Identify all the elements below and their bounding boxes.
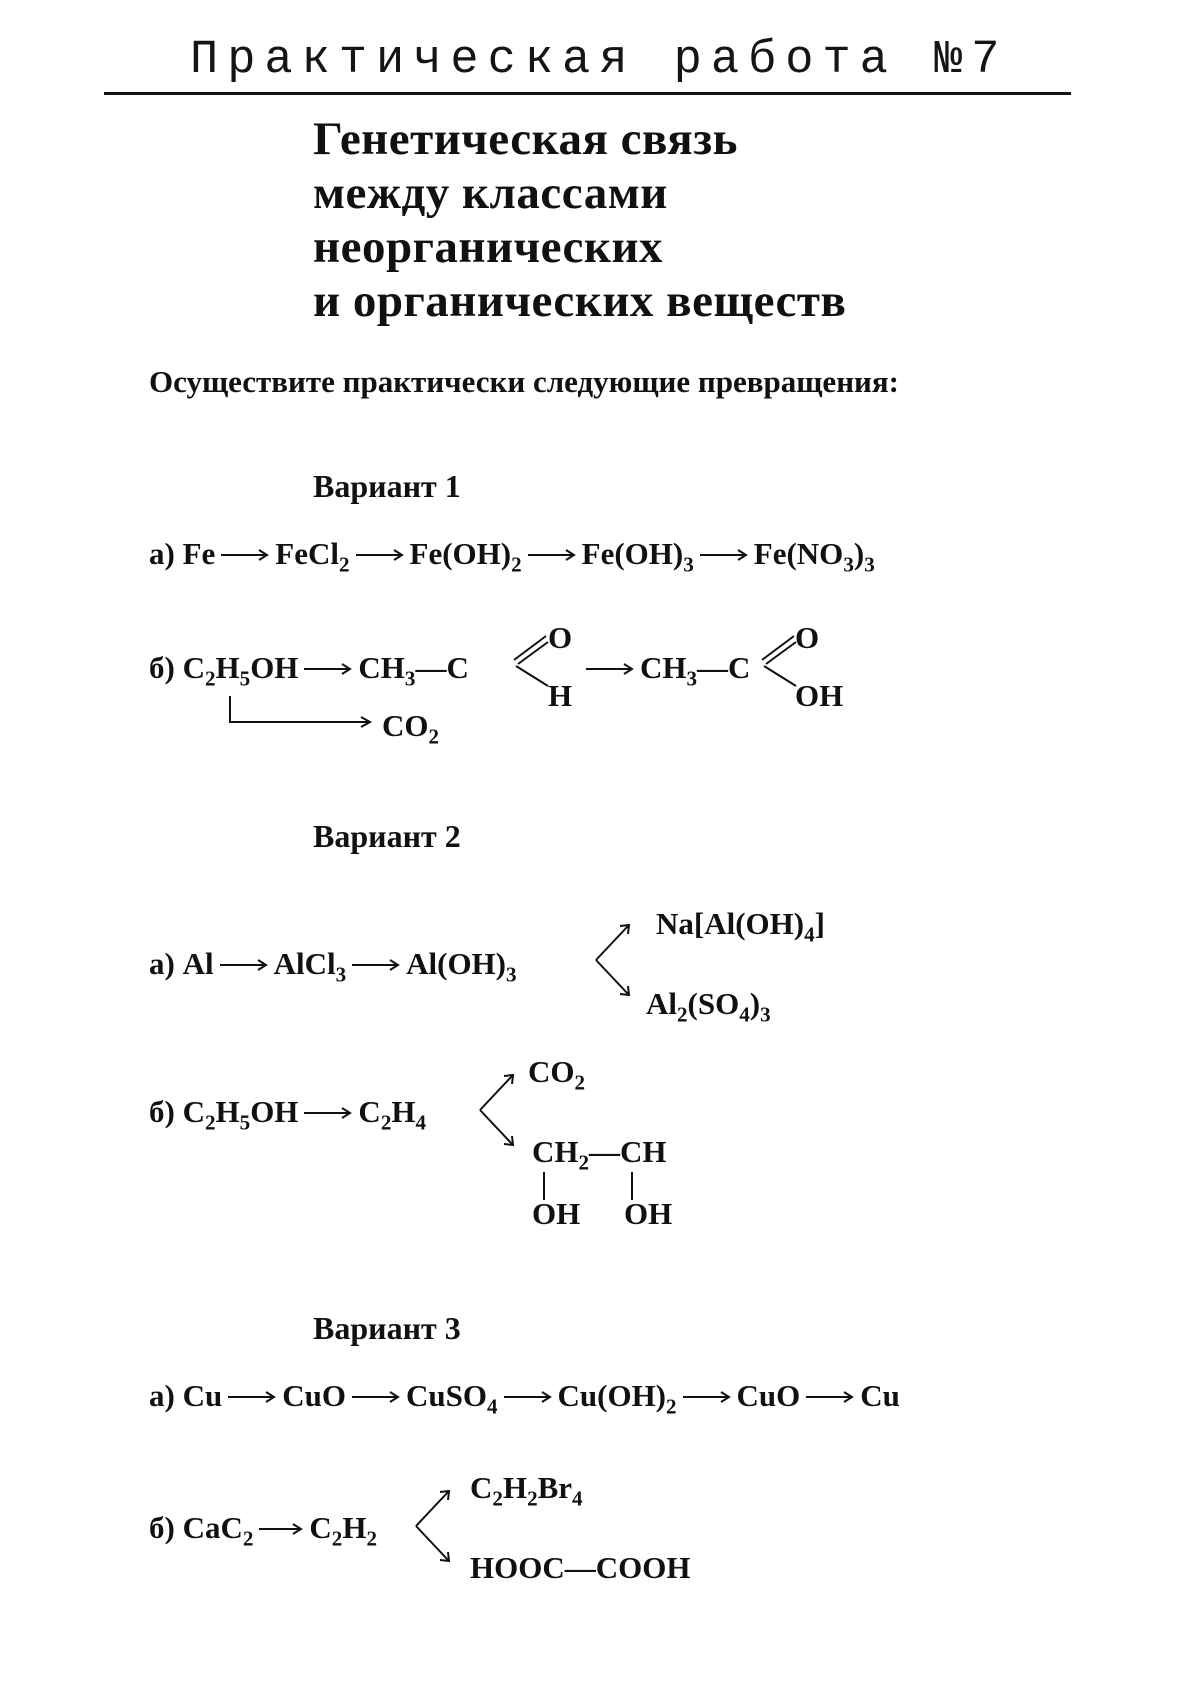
variant-2-reaction-a: а) Al AlCl$_3$ $Al(OH)_3$ bbox=[149, 946, 517, 987]
variant-3-reaction-a: а) Cu CuO CuSO$_4$ $Cu(OH)_2$ CuO Cu bbox=[149, 1378, 900, 1419]
arrow-icon bbox=[586, 663, 634, 675]
arrow-icon bbox=[220, 959, 268, 971]
arrow-icon bbox=[528, 549, 576, 561]
arrow-icon bbox=[304, 663, 352, 675]
prefix: а) bbox=[149, 536, 175, 571]
arrow-icon bbox=[304, 1107, 352, 1119]
glycol-oh-left: OH bbox=[532, 1196, 581, 1231]
prefix: б) bbox=[149, 1510, 175, 1545]
acid-bonds bbox=[758, 630, 798, 690]
title-line-3: неорганических bbox=[313, 221, 664, 273]
aldehyde-bonds bbox=[510, 630, 550, 690]
prefix: б) bbox=[149, 650, 175, 685]
prefix: а) bbox=[149, 1378, 175, 1413]
fork-arrows-2a bbox=[594, 920, 634, 1000]
variant-3-reaction-b: б) CaC$_2$ $C_2H_2$ bbox=[149, 1510, 378, 1551]
arrow-icon bbox=[356, 549, 404, 561]
branch-co2: $CO_2$ bbox=[382, 708, 440, 749]
arrow-icon bbox=[352, 1391, 400, 1403]
variant-2-reaction-b: б) $C_2H_5OH$ $C_2H_4$ bbox=[149, 1094, 427, 1135]
page-header: Практическая работа №7 bbox=[190, 34, 1009, 87]
branch-tetrabromoethane: $C_2H_2Br_4$ bbox=[470, 1470, 583, 1511]
aldehyde-oxygen: O bbox=[548, 620, 573, 655]
prefix: б) bbox=[149, 1094, 175, 1129]
variant-1-reaction-a: а) Fe FeCl$_2$ $Fe(OH)_2$ $Fe(OH)_3$ $Fe(NO_3)_3$ bbox=[149, 536, 875, 577]
arrow-icon bbox=[700, 549, 748, 561]
variant-1-reaction-b: б) $C_2H_5OH$ $CH_3—C$ bbox=[149, 650, 469, 691]
variant-3-label: Вариант 3 bbox=[313, 1310, 461, 1346]
arrow-icon bbox=[228, 1391, 276, 1403]
acid-hydroxyl: OH bbox=[795, 678, 844, 713]
title-line-2: между классами bbox=[313, 167, 668, 219]
variant-2-label: Вариант 2 bbox=[313, 818, 461, 854]
branch-aluminium-sulfate: $Al_2(SO_4)_3$ bbox=[646, 986, 771, 1027]
branch-glycol-top: $CH_2—CH$ bbox=[532, 1134, 667, 1175]
aldehyde-hydrogen: H bbox=[548, 678, 573, 713]
glycol-oh-right: OH bbox=[624, 1196, 673, 1231]
title-line-1: Генетическая связь bbox=[313, 113, 738, 165]
arrow-icon bbox=[352, 959, 400, 971]
branch-oxalic-acid: HOOC—COOH bbox=[470, 1550, 691, 1585]
header-rule bbox=[104, 92, 1071, 95]
fork-arrows-2b bbox=[478, 1070, 518, 1150]
variant-1-reaction-b-step2: $CH_3—C$ bbox=[580, 650, 750, 686]
title-line-4: и органических веществ bbox=[313, 275, 847, 327]
acid-oxygen: O bbox=[795, 620, 820, 655]
arrow-icon bbox=[683, 1391, 731, 1403]
task-intro: Осуществите практически следующие превращения: bbox=[149, 364, 900, 399]
branch-co2-2b: $CO_2$ bbox=[528, 1054, 586, 1095]
variant-1-label: Вариант 1 bbox=[313, 468, 461, 504]
arrow-icon bbox=[504, 1391, 552, 1403]
arrow-icon bbox=[806, 1391, 854, 1403]
arrow-icon bbox=[221, 549, 269, 561]
fork-arrows-3b bbox=[414, 1486, 454, 1566]
arrow-icon bbox=[259, 1523, 303, 1535]
branch-arrow-co2 bbox=[228, 694, 378, 734]
branch-na-aluminate: $Na[Al(OH)_4]$ bbox=[656, 906, 825, 947]
prefix: а) bbox=[149, 946, 175, 981]
